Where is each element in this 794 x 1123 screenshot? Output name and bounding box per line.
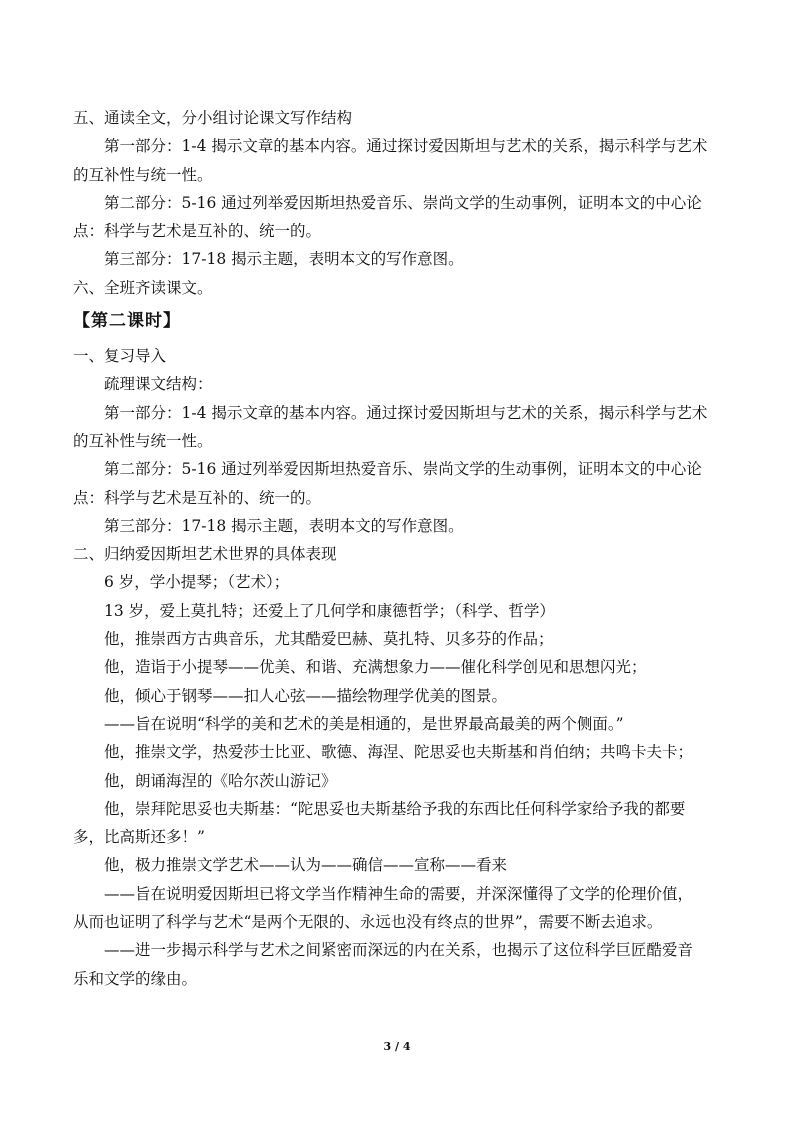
text-line: 的互补性与统一性。 bbox=[73, 431, 213, 450]
text-line: 他，崇拜陀思妥也夫斯基：“陀思妥也夫斯基给予我的东西比任何科学家给予我的都要 bbox=[104, 799, 686, 818]
text-line: 五、通读全文，分小组讨论课文写作结构 bbox=[73, 109, 353, 127]
text-line: 点：科学与艺术是互补的、统一的。 bbox=[73, 222, 322, 241]
text-line: ——旨在说明爱因斯坦已将文学当作精神生命的需要，并深深懂得了文学的伦理价值， bbox=[104, 884, 694, 903]
text-line: 第三部分：17-18 揭示主题，表明本文的写作意图。 bbox=[104, 516, 464, 535]
text-line: 他，推崇西方古典音乐，尤其酷爱巴赫、莫扎特、贝多芬的作品； bbox=[104, 630, 554, 649]
text-line: 一、复习导入 bbox=[73, 347, 167, 366]
text-line: ——进一步揭示科学与艺术之间紧密而深远的内在关系，也揭示了这位科学巨匠酷爱音 bbox=[104, 941, 694, 960]
text-line: 第一部分：1-4 揭示文章的基本内容。通过探讨爱因斯坦与艺术的关系，揭示科学与艺术 bbox=[104, 137, 708, 156]
text-line: 二、归纳爱因斯坦艺术世界的具体表现 bbox=[73, 545, 337, 564]
text-line: 的互补性与统一性。 bbox=[73, 165, 213, 184]
text-line: ——旨在说明“科学的美和艺术的美是相通的，是世界最高最美的两个侧面。” bbox=[104, 714, 624, 733]
text-line: 6 岁，学小提琴；（艺术）； bbox=[104, 573, 290, 592]
document-body bbox=[73, 104, 723, 993]
text-line: 点：科学与艺术是互补的、统一的。 bbox=[73, 488, 322, 507]
text-line: 六、全班齐读课文。 bbox=[73, 278, 213, 297]
text-line: 他，倾心于钢琴——扣人心弦——描绘物理学优美的图景。 bbox=[104, 686, 508, 705]
text-line: 他，推崇文学，热爱莎士比亚、歌德、海涅、陀思妥也夫斯基和肖伯纳；共鸣卡夫卡； bbox=[104, 743, 694, 762]
text-line: 第一部分：1-4 揭示文章的基本内容。通过探讨爱因斯坦与艺术的关系，揭示科学与艺术 bbox=[104, 403, 708, 422]
text-line: 第二部分：5-16 通过列举爱因斯坦热爱音乐、崇尚文学的生动事例，证明本文的中心论 bbox=[104, 460, 702, 479]
text-line: 第三部分：17-18 揭示主题，表明本文的写作意图。 bbox=[104, 250, 464, 269]
lesson-heading: 【第二课时】 bbox=[73, 311, 181, 332]
text-line: 第二部分：5-16 通过列举爱因斯坦热爱音乐、崇尚文学的生动事例，证明本文的中心论 bbox=[104, 193, 702, 212]
text-line: 从而也证明了科学与艺术“是两个无限的、永远也没有终点的世界”，需要不断去追求。 bbox=[73, 913, 663, 932]
section-part-two bbox=[73, 342, 723, 993]
text-line: 他，朗诵海涅的《哈尔茨山游记》 bbox=[104, 771, 337, 790]
text-line: 疏理课文结构： bbox=[104, 375, 213, 394]
text-line: 13 岁，爱上莫扎特；还爱上了几何学和康德哲学；（科学、哲学） bbox=[104, 601, 555, 620]
text-line: 他，极力推崇文学艺术——认为——确信——宣称——看来 bbox=[104, 856, 508, 875]
text-line: 乐和文学的缘由。 bbox=[73, 969, 198, 988]
section-part-one bbox=[73, 104, 723, 302]
text-line: 他，造诣于小提琴——优美、和谐、充满想象力——催化科学创见和思想闪光； bbox=[104, 658, 647, 677]
text-line: 多，比高斯还多！” bbox=[73, 828, 205, 847]
page-number: 3 / 4 bbox=[383, 1040, 411, 1053]
